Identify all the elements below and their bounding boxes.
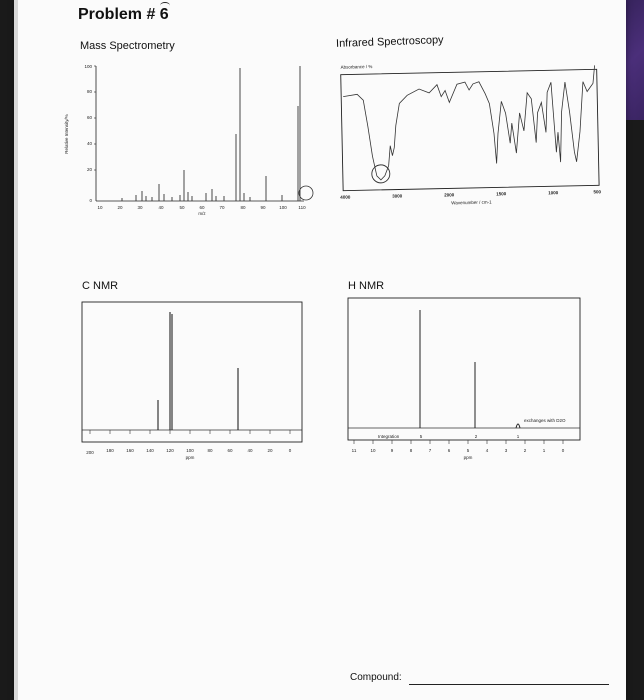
page-title: Problem # 6 — [78, 6, 169, 23]
hnmr-xtick: 11 — [351, 448, 357, 453]
ir-xtick: 500 — [593, 189, 602, 195]
ir-xtick: 3000 — [392, 193, 403, 199]
ms-xtick: 100 — [279, 205, 287, 210]
cnmr-xtick: 0 — [288, 448, 292, 453]
ms-ytick: 40 — [86, 141, 92, 146]
hnmr-xtick: 5 — [466, 448, 470, 453]
cnmr-xtick: 200 — [86, 450, 94, 455]
compound-label: Compound: — [350, 672, 402, 683]
ir-xlabel: Wavenumber / cm-1 — [451, 199, 492, 206]
hnmr-xtick: 10 — [370, 448, 376, 453]
ms-xtick: 20 — [117, 205, 123, 210]
c-nmr-spectrum-plot — [72, 296, 312, 466]
hnmr-integration-value: 5 — [419, 434, 423, 439]
hnmr-section-label: H NMR — [348, 280, 385, 292]
ms-section-label: Mass Spectrometry — [80, 40, 175, 52]
hnmr-xtick: 0 — [561, 448, 565, 453]
cnmr-xtick: 60 — [227, 448, 233, 453]
ms-xtick: 50 — [179, 205, 185, 210]
hnmr-xtick: 3 — [504, 448, 508, 453]
ir-xtick: 2000 — [444, 192, 455, 198]
ms-xlabel: m/z — [198, 211, 206, 216]
ms-ytick: 0 — [89, 198, 92, 203]
page-edge — [14, 0, 18, 700]
compound-answer-line[interactable] — [409, 684, 609, 685]
hnmr-integration-value: 2 — [474, 434, 478, 439]
hnmr-xtick: 9 — [390, 448, 394, 453]
cnmr-xtick: 20 — [267, 448, 273, 453]
ms-xtick: 10 — [97, 205, 103, 210]
hnmr-xtick: 4 — [485, 448, 489, 453]
ms-xtick: 30 — [137, 205, 143, 210]
ir-xtick: 1500 — [496, 191, 507, 197]
cnmr-xtick: 140 — [146, 448, 154, 453]
hnmr-xtick: 8 — [409, 448, 413, 453]
ms-ytick: 20 — [86, 167, 92, 172]
ir-xtick: 1000 — [548, 190, 559, 196]
cnmr-xtick: 40 — [247, 448, 253, 453]
worksheet-page — [14, 0, 626, 700]
hnmr-exchange-note: exchanges with D2O — [524, 418, 566, 423]
ir-section-label: Infrared Spectroscopy — [335, 34, 444, 50]
ms-xtick: 80 — [240, 205, 246, 210]
hnmr-xtick: 7 — [428, 448, 432, 453]
ms-ytick: 60 — [86, 115, 92, 120]
hnmr-xtick: 2 — [523, 448, 527, 453]
cnmr-xlabel: ppm — [185, 455, 195, 460]
circled-peak-mark — [299, 186, 313, 200]
hnmr-xtick: 6 — [447, 448, 451, 453]
ms-ylabel: Relative Intensity/% — [64, 114, 69, 154]
cnmr-xtick: 100 — [186, 448, 194, 453]
ms-ytick: 100 — [84, 64, 92, 69]
ms-xtick: 110 — [298, 205, 306, 210]
ms-xtick: 70 — [219, 205, 225, 210]
ir-ylabel: Absorbance / % — [340, 64, 373, 70]
mass-spectrum-plot — [54, 56, 314, 216]
ms-xtick: 90 — [260, 205, 266, 210]
hnmr-xtick: 1 — [542, 448, 546, 453]
hnmr-integration-label: Integration — [378, 434, 400, 439]
cnmr-xtick: 180 — [106, 448, 114, 453]
ms-xtick: 40 — [158, 205, 164, 210]
handwritten-mark — [160, 2, 170, 9]
ir-xtick: 4000 — [340, 194, 351, 200]
cnmr-section-label: C NMR — [82, 280, 119, 292]
cnmr-xtick: 120 — [166, 448, 174, 453]
ms-ytick: 80 — [86, 89, 92, 94]
hnmr-integration-value: 1 — [516, 434, 520, 439]
ms-xtick: 60 — [199, 205, 205, 210]
hnmr-xlabel: ppm — [463, 455, 473, 460]
ir-spectrum-plot — [330, 54, 610, 214]
cnmr-xtick: 160 — [126, 448, 134, 453]
cnmr-xtick: 80 — [207, 448, 213, 453]
h-nmr-spectrum-plot — [340, 296, 590, 466]
